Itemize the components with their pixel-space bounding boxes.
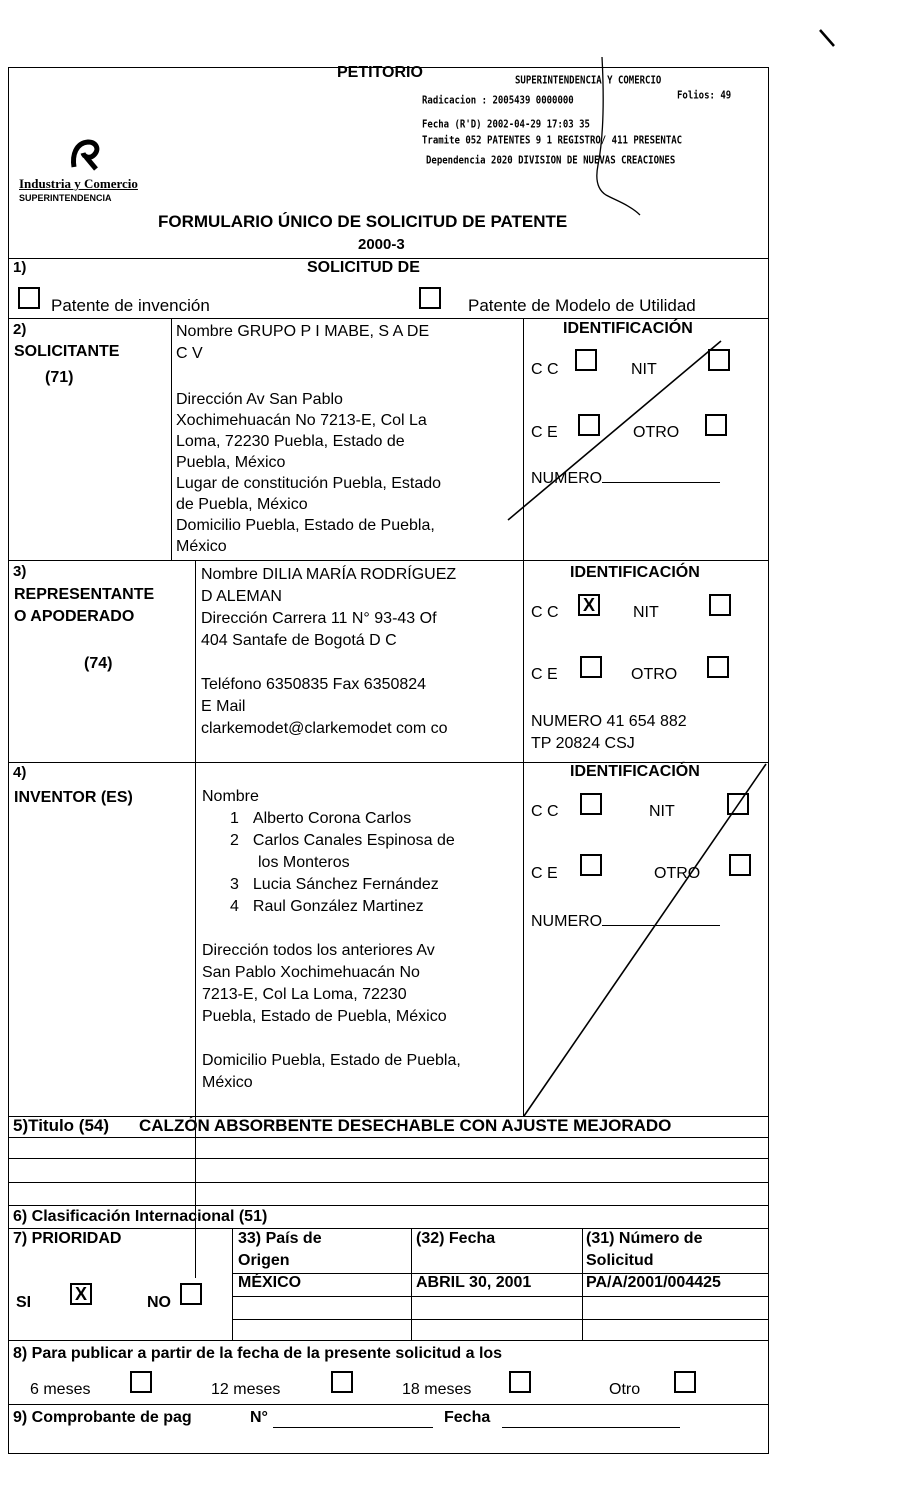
col-fecha-header: (32) Fecha (416, 1230, 496, 1247)
solicitante-line: Loma, 72230 Puebla, Estado de (176, 433, 405, 450)
solicitante-line: Puebla, México (176, 454, 286, 471)
inventor-name: Alberto Corona Carlos (252, 810, 412, 827)
section3-numero: NUMERO 41 654 882 (531, 713, 687, 730)
prioridad-date: ABRIL 30, 2001 (416, 1274, 532, 1291)
publicar-6-checkbox[interactable] (130, 1371, 152, 1393)
section4-nit-label: NIT (649, 803, 675, 820)
inventor-address (202, 940, 447, 1028)
representante-line: 404 Santafe de Bogotá D C (201, 632, 397, 649)
inventor-name: Lucia Sánchez Fernández (252, 876, 439, 893)
section3-otro-checkbox[interactable] (707, 656, 729, 678)
section3-title-2: O APODERADO (14, 608, 135, 625)
section4-title: INVENTOR (ES) (14, 789, 133, 806)
section3-tp: TP 20824 CSJ (531, 735, 635, 752)
inventor-nombre-label: Nombre (202, 788, 259, 805)
petitorio-heading: PETITORIO (337, 64, 423, 81)
stray-pen-mark (818, 28, 838, 50)
inventor-name: Raul González Martinez (252, 898, 424, 915)
section3-ce-checkbox[interactable] (580, 656, 602, 678)
section1-title: SOLICITUD DE (307, 259, 420, 276)
representante-text (201, 564, 456, 740)
inventor-address-line: 7213-E, Col La Loma, 72230 (202, 986, 407, 1003)
comprobante-fecha-label: Fecha (444, 1409, 491, 1426)
section2-cc-label: C C (531, 361, 559, 378)
solicitante-line: Dirección Av San Pablo (176, 391, 343, 408)
representante-line: E Mail (201, 698, 246, 715)
section3-nit-label: NIT (633, 604, 659, 621)
stamp-line-5: Dependencia 2020 DIVISION DE NUEVAS CREACIONES (426, 155, 676, 167)
patente-modelo-label: Patente de Modelo de Utilidad (468, 296, 696, 315)
section5-title: CALZÓN ABSORBENTE DESECHABLE CON AJUSTE MEJORADO (139, 1116, 672, 1135)
publicar-18-label: 18 meses (402, 1381, 472, 1398)
section3-number: 3) (13, 563, 27, 580)
solicitante-line: Xochimehuacán No 7213-E, Col La (176, 412, 427, 429)
section7-label: 7) PRIORIDAD (13, 1230, 122, 1247)
inventor-number: 2 (230, 832, 239, 849)
representante-line: D ALEMAN (201, 588, 282, 605)
inventor-list (230, 808, 455, 918)
solicitante-line: México (176, 538, 227, 555)
col-pais-header-2: Origen (238, 1252, 290, 1269)
section2-number: 2) (13, 321, 27, 338)
section3-code: (74) (84, 655, 113, 672)
section8-label: 8) Para publicar a partir de la fecha de la presente solicitud a los (13, 1345, 503, 1362)
section9-label: 9) Comprobante de pag (13, 1409, 192, 1426)
inventor-item-cont (230, 852, 455, 874)
section2-id-title: IDENTIFICACIÓN (563, 320, 693, 337)
section2-code: (71) (45, 369, 74, 386)
section3-title-1: REPRESENTANTE (14, 586, 155, 603)
col-numero-header: (31) Número de (586, 1230, 703, 1247)
inventor-name: Carlos Canales Espinosa de (252, 832, 455, 849)
logo-text-industria: Industria y Comercio (19, 176, 138, 191)
logo-icon (66, 137, 104, 171)
section3-ce-label: C E (531, 666, 558, 683)
inventor-domicilio (202, 1050, 461, 1094)
section4-cancel-slash (520, 760, 770, 1120)
stamp-signature-line (590, 55, 660, 220)
prioridad-country: MÉXICO (238, 1274, 302, 1291)
section2-ce-label: C E (531, 424, 558, 441)
publicar-6-label: 6 meses (30, 1381, 91, 1398)
patente-modelo-checkbox[interactable] (419, 287, 441, 309)
stamp-line-3: Fecha (R'D) 2002-04-29 17:03 35 (422, 119, 590, 131)
section4-number: 4) (13, 764, 27, 781)
section3-cc-checkbox[interactable]: X (578, 594, 600, 616)
inventor-address-line: Dirección todos los anteriores Av (202, 942, 435, 959)
publicar-12-label: 12 meses (211, 1381, 281, 1398)
prioridad-si-label: SI (16, 1294, 32, 1311)
stamp-line-2: Radicacion : 2005439 0000000 (422, 95, 574, 107)
prioridad-number: PA/A/2001/004425 (586, 1274, 721, 1291)
section3-otro-label: OTRO (631, 666, 678, 683)
inventor-number: 4 (230, 898, 239, 915)
publicar-otro-label: Otro (609, 1381, 641, 1398)
publicar-12-checkbox[interactable] (331, 1371, 353, 1393)
inventor-number: 3 (230, 876, 239, 893)
section2-title: SOLICITANTE (14, 343, 120, 360)
stamp-line-1: SUPERINTENDENCIA Y COMERCIO (515, 75, 662, 87)
col-pais-header: 33) País de (238, 1230, 322, 1247)
section4-otro-label: OTRO (654, 865, 701, 882)
inventor-item (230, 830, 455, 852)
section5-label: 5)Titulo (54) (13, 1116, 110, 1135)
inventor-domicilio-line: México (202, 1074, 253, 1091)
comprobante-fecha-field[interactable] (502, 1409, 680, 1428)
solicitante-line: Lugar de constitución Puebla, Estado (176, 475, 442, 492)
prioridad-no-checkbox[interactable] (180, 1283, 202, 1305)
inventor-number: 1 (230, 810, 239, 827)
inventor-name-cont: los Monteros (258, 854, 350, 871)
inventor-address-line: San Pablo Xochimehuacán No (202, 964, 420, 981)
section3-id-title: IDENTIFICACIÓN (570, 564, 700, 581)
representante-line: Nombre DILIA MARÍA RODRÍGUEZ (201, 566, 457, 583)
section4-cc-label: C C (531, 803, 559, 820)
stamp-folios: Folios: 49 (677, 90, 732, 102)
section4-ce-label: C E (531, 865, 558, 882)
solicitante-spacer (176, 365, 441, 389)
logo-text-superintendencia: SUPERINTENDENCIA (19, 193, 112, 203)
representante-line: Teléfono 6350835 Fax 6350824 (201, 676, 427, 693)
section4-id-title: IDENTIFICACIÓN (570, 763, 700, 780)
stamp-line-4: Tramite 052 PATENTES 9 1 REGISTRO/ 411 PRESENTAC (422, 135, 683, 147)
solicitante-line: de Puebla, México (176, 496, 308, 513)
prioridad-no-label: NO (147, 1294, 171, 1311)
section2-otro-label: OTRO (633, 424, 680, 441)
solicitante-line: C V (176, 345, 203, 362)
form-title: FORMULARIO ÚNICO DE SOLICITUD DE PATENTE (158, 212, 568, 231)
solicitante-line: Domicilio Puebla, Estado de Puebla, (176, 517, 435, 534)
publicar-otro-checkbox[interactable] (674, 1371, 696, 1393)
form-code: 2000-3 (358, 236, 405, 253)
inventor-address-line: Puebla, Estado de Puebla, México (202, 1008, 447, 1025)
solicitante-line: Nombre GRUPO P I MABE, S A DE (176, 323, 430, 340)
section6-label: 6) Clasificación Internacional (51) (13, 1208, 268, 1225)
representante-spacer (201, 652, 456, 674)
prioridad-si-checkbox[interactable]: X (70, 1283, 92, 1305)
inventor-item (230, 874, 455, 896)
inventor-item (230, 896, 455, 918)
inventor-item (230, 808, 455, 830)
inventor-domicilio-line: Domicilio Puebla, Estado de Puebla, (202, 1052, 461, 1069)
section3-nit-checkbox[interactable] (709, 594, 731, 616)
section2-numero-text: NUMERO (531, 470, 603, 487)
comprobante-no-label: N° (250, 1409, 268, 1426)
section1-number: 1) (13, 259, 27, 276)
section2-cancel-slash (505, 338, 730, 523)
section2-nit-label: NIT (631, 361, 657, 378)
patente-invencion-label: Patente de invención (51, 296, 210, 315)
representante-line: clarkemodet@clarkemodet com co (201, 720, 448, 737)
publicar-18-checkbox[interactable] (509, 1371, 531, 1393)
patente-invencion-checkbox[interactable] (18, 287, 40, 309)
representante-line: Dirección Carrera 11 N° 93-43 Of (201, 610, 437, 627)
section3-cc-label: C C (531, 604, 559, 621)
comprobante-no-field[interactable] (273, 1409, 433, 1428)
solicitante-text (176, 321, 441, 557)
col-numero-header-2: Solicitud (586, 1252, 654, 1269)
section4-numero-text: NUMERO (531, 913, 603, 930)
